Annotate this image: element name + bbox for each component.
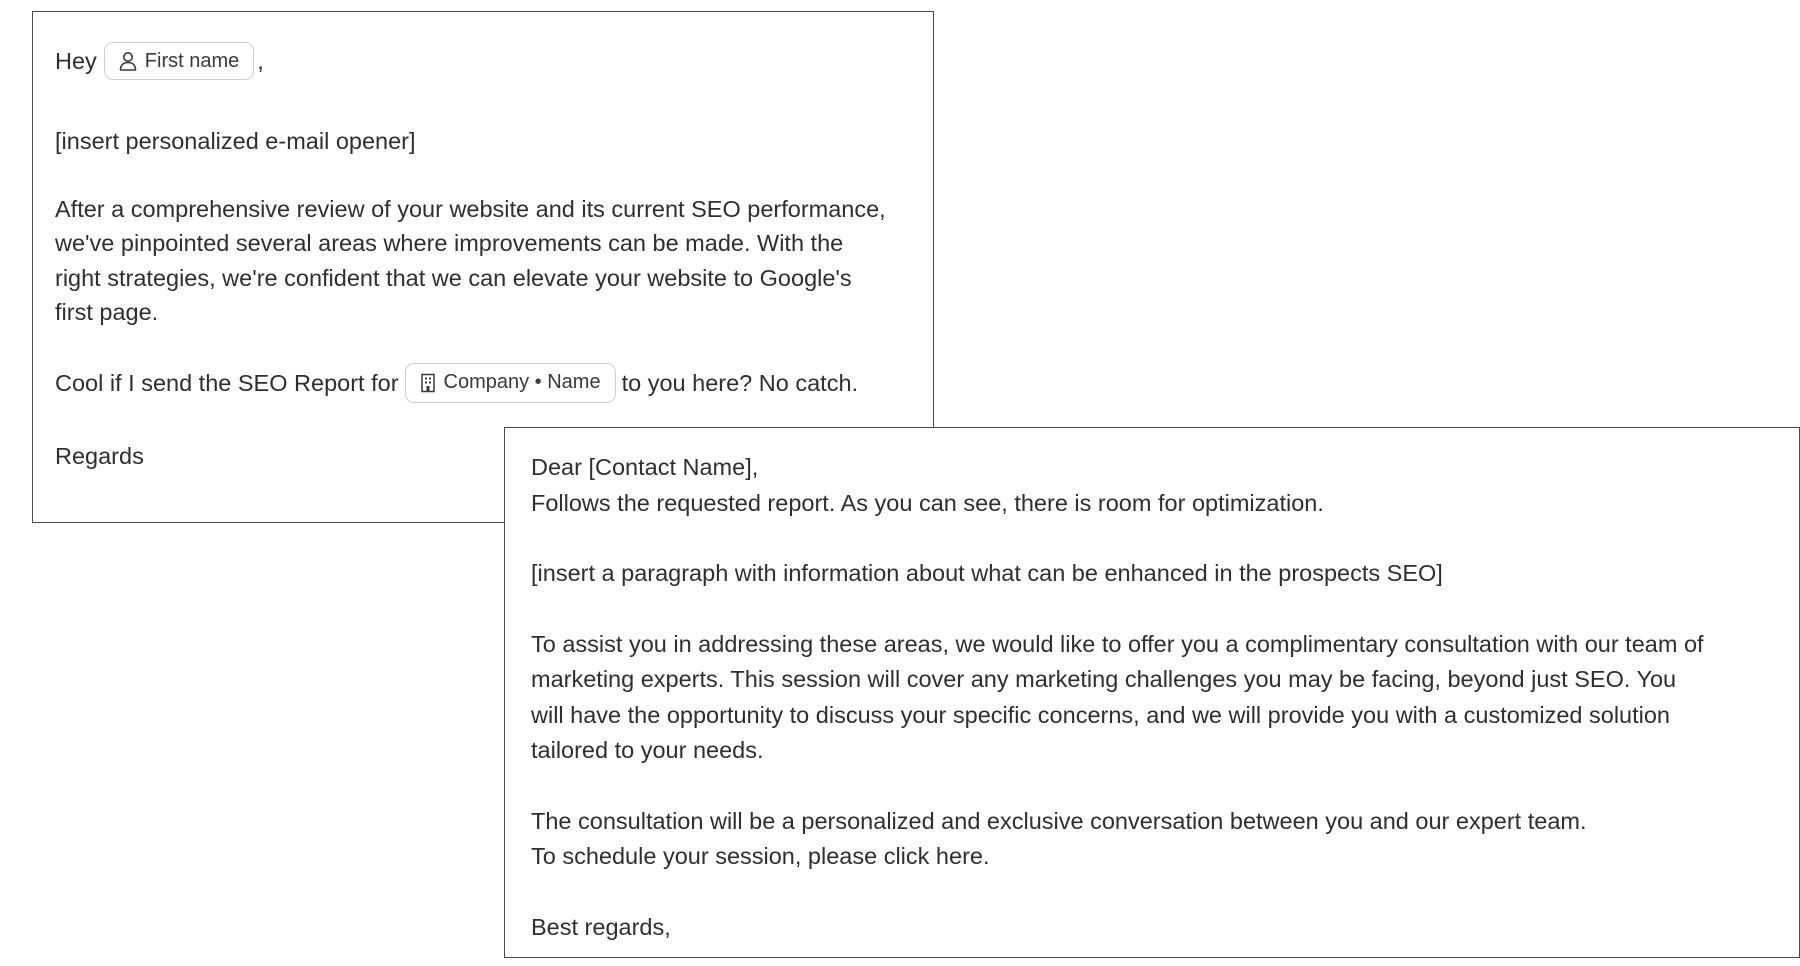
greeting-text: Hey: [55, 48, 97, 75]
offer-paragraph: [531, 627, 1773, 769]
report-ask-line: [55, 365, 911, 405]
offer-line: marketing experts. This session will cover any marketing challenges you may be facing, beyond just SEO. You: [531, 666, 1677, 692]
signoff: Regards: [55, 442, 144, 469]
report-ask-after: to you here? No catch.: [621, 369, 859, 396]
body-line: first page.: [55, 299, 159, 325]
closing-paragraph: [531, 804, 1773, 875]
salutation: Dear [Contact Name],: [531, 454, 759, 480]
intro-line: Follows the requested report. As you can see, there is room for optimization.: [531, 489, 1324, 516]
body-paragraph: [55, 192, 911, 330]
company-name-variable-chip[interactable]: [405, 363, 616, 403]
signoff: Best regards,: [531, 913, 671, 940]
first-name-chip-label: First name: [144, 49, 240, 72]
body-line: After a comprehensive review of your website and its current SEO performance,: [55, 195, 886, 222]
offer-line: To assist you in addressing these areas, we would like to offer you a complimentary consultation with our team of: [531, 630, 1704, 657]
offer-line: will have the opportunity to discuss your specific concerns, and we will provide you with a customized solution: [531, 701, 1671, 728]
greeting-line: [55, 44, 911, 82]
body-line: we've pinpointed several areas where improvements can be made. With the: [55, 230, 844, 256]
closing-line: The consultation will be a personalized and exclusive conversation between you and our expert team.: [531, 807, 1587, 834]
company-chip-label: Company • Name: [443, 371, 601, 394]
offer-line: tailored to your needs.: [531, 737, 764, 763]
building-icon: [420, 373, 436, 393]
opener-placeholder: [insert personalized e-mail opener]: [55, 128, 416, 154]
first-name-variable-chip[interactable]: [104, 42, 254, 80]
closing-line: To schedule your session, please click here.: [531, 843, 990, 869]
email-template-followup: [504, 427, 1800, 958]
user-icon: [119, 51, 137, 71]
report-ask-before: Cool if I send the SEO Report for: [55, 369, 399, 396]
body-line: right strategies, we're confident that we can elevate your website to Google's: [55, 264, 852, 291]
insert-placeholder: [insert a paragraph with information about what can be enhanced in the prospects SEO]: [531, 560, 1443, 586]
greeting-comma: ,: [257, 48, 264, 75]
